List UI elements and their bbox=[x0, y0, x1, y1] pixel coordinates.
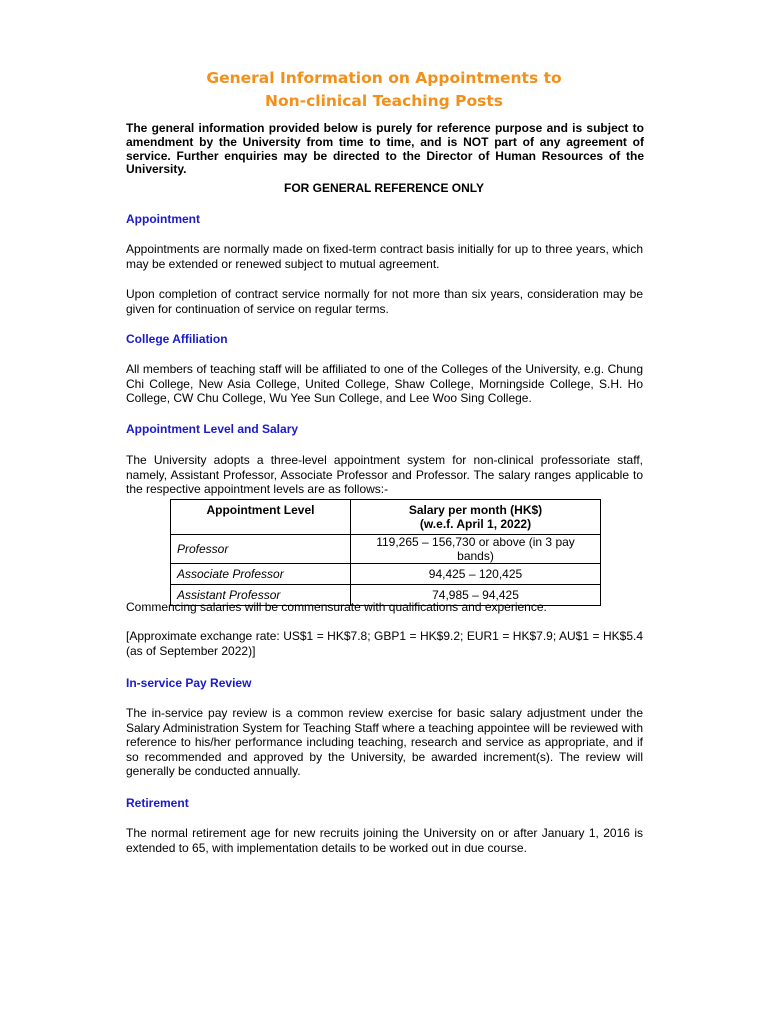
reference-note: FOR GENERAL REFERENCE ONLY bbox=[283, 181, 485, 195]
retirement-paragraph: The normal retirement age for new recruits joining the University on or after January 1, 2016 is extended to 65, with implementation details to be worked out in due course. bbox=[126, 826, 643, 855]
heading-college-affiliation: College Affiliation bbox=[126, 332, 228, 346]
row-level: Associate Professor bbox=[171, 564, 351, 585]
row-salary-range: 94,425 – 120,425 bbox=[351, 564, 601, 585]
header-salary-line-1: Salary per month (HK$) bbox=[408, 503, 543, 517]
appointment-paragraph-1: Appointments are normally made on fixed-term contract basis initially for up to three years, which may be extended or renewed subject to mutual agreement. bbox=[126, 242, 643, 271]
intro-paragraph: The general information provided below is purely for reference purpose and is subject to amendment by the University from time to time, and is NOT part of any agreement of service. Further enquiries may be directed to the Director of Human Resources of the University. bbox=[126, 121, 644, 177]
commencing-salaries-note: Commencing salaries will be commensurate with qualifications and experience. bbox=[126, 600, 547, 614]
page-title bbox=[0, 67, 768, 113]
row-salary-range: 74,985 – 94,425 bbox=[351, 585, 601, 606]
salary-table-header bbox=[171, 500, 601, 535]
heading-retirement: Retirement bbox=[126, 796, 189, 810]
row-salary-range: 119,265 – 156,730 or above (in 3 pay bands) bbox=[351, 535, 601, 564]
college-paragraph: All members of teaching staff will be affiliated to one of the Colleges of the University, e.g. Chung Chi College, New Asia College, United College, Shaw College, Morningside College, S.H. Ho College, CW Chu College, Wu Yee Sun College, and Lee Woo Sing College. bbox=[126, 362, 643, 405]
heading-appointment: Appointment bbox=[126, 212, 200, 226]
title-line-2: Non-clinical Teaching Posts bbox=[264, 92, 504, 110]
title-line-1: General Information on Appointments to bbox=[206, 69, 562, 87]
heading-pay-review: In-service Pay Review bbox=[126, 676, 252, 690]
table-row bbox=[171, 535, 601, 564]
appointment-paragraph-2: Upon completion of contract service normally for not more than six years, consideration may be given for continuation of service on regular terms. bbox=[126, 287, 643, 316]
header-salary-line-2: (w.e.f. April 1, 2022) bbox=[419, 517, 532, 531]
row-level: Assistant Professor bbox=[171, 585, 351, 606]
row-level: Professor bbox=[171, 535, 351, 564]
heading-appointment-level: Appointment Level and Salary bbox=[126, 422, 299, 436]
level-paragraph: The University adopts a three-level appointment system for non-clinical professoriate staff, namely, Assistant Professor, Associate Professor and Professor. The salary ranges applicable to the respective appointment levels are as follows:- bbox=[126, 453, 643, 496]
header-salary bbox=[351, 500, 601, 535]
header-appointment-level: Appointment Level bbox=[171, 500, 351, 535]
exchange-rate-note: [Approximate exchange rate: US$1 = HK$7.8; GBP1 = HK$9.2; EUR1 = HK$7.9; AU$1 = HK$5.4 (as of September 2022)] bbox=[126, 629, 643, 658]
salary-table bbox=[170, 499, 601, 606]
pay-review-paragraph: The in-service pay review is a common review exercise for basic salary adjustment under the Salary Administration System for Teaching Staff where a teaching appointee will be reviewed with reference to his/her performance including teaching, research and service as appropriate, and if so recommended and approved by the University, be awarded increment(s). The review will generally be conducted annually. bbox=[126, 706, 643, 778]
table-row bbox=[171, 564, 601, 585]
